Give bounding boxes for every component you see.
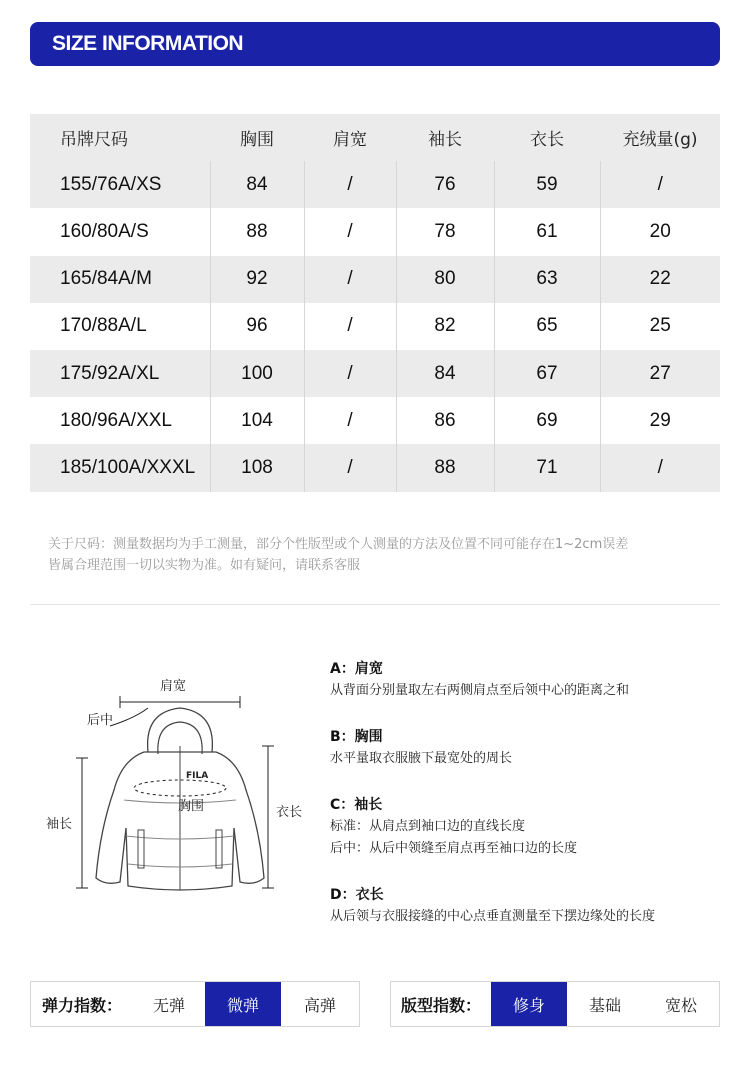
hood-outline (148, 708, 213, 752)
table-cell: 88 (396, 444, 494, 491)
table-row (30, 256, 720, 303)
table-cell: 67 (494, 350, 600, 397)
definition-text: 从后领与衣服接缝的中心点垂直测量至下摆边缘处的长度 (330, 909, 656, 924)
table-cell: / (600, 161, 720, 208)
definition-text: 从背面分别量取左右两侧肩点至后领中心的距离之和 (330, 683, 630, 698)
size-information-banner (30, 22, 720, 66)
table-cell: / (304, 208, 396, 255)
definition-sleeve (330, 794, 730, 860)
elasticity-option-none[interactable]: 无弹 (152, 995, 185, 1015)
header-down-fill: 充绒量(g) (600, 114, 720, 161)
definition-heading: B：胸围 (330, 729, 383, 745)
definition-heading: C：袖长 (330, 797, 383, 813)
size-table-header (30, 114, 720, 161)
shoulder-label: 肩宽 (160, 679, 187, 694)
sleeve-label: 袖长 (46, 817, 73, 832)
table-cell: 88 (210, 208, 304, 255)
chest-label: 胸围 (178, 799, 205, 814)
table-cell: 185/100A/XXXL (30, 444, 210, 491)
table-cell: 96 (210, 303, 304, 350)
table-cell: 155/76A/XS (30, 161, 210, 208)
fit-option-regular[interactable]: 基础 (588, 995, 621, 1015)
definition-length (330, 884, 730, 928)
table-cell: 76 (396, 161, 494, 208)
elasticity-index (30, 981, 360, 1027)
table-cell: 22 (600, 256, 720, 303)
logo-mark: FILA (186, 771, 209, 781)
definition-text: 水平量取衣服腋下最宽处的周长 (330, 751, 513, 766)
elasticity-option-high[interactable]: 高弹 (303, 995, 336, 1015)
note-line: 皆属合理范围一切以实物为准。如有疑问，请联系客服 (48, 558, 361, 573)
header-shoulder: 肩宽 (304, 114, 396, 161)
table-cell: 69 (494, 397, 600, 444)
table-row (30, 303, 720, 350)
table-cell: 165/84A/M (30, 256, 210, 303)
table-cell: 92 (210, 256, 304, 303)
table-cell: / (304, 303, 396, 350)
table-cell: 100 (210, 350, 304, 397)
elasticity-option-slight[interactable]: 微弹 (205, 982, 281, 1026)
table-row (30, 350, 720, 397)
table-cell: / (304, 397, 396, 444)
table-cell: 170/88A/L (60, 315, 147, 337)
measurement-definitions (330, 658, 730, 952)
header-sleeve: 袖长 (396, 114, 494, 161)
definition-text: 标准：从肩点到袖口边的直线长度 (330, 819, 526, 834)
table-cell: 59 (494, 161, 600, 208)
fit-label: 版型指数： (400, 995, 481, 1015)
elasticity-label: 弹力指数： (41, 995, 122, 1015)
table-cell: 175/92A/XL (30, 350, 210, 397)
note-line: 关于尺码：测量数据均为手工测量，部分个性版型或个人测量的方法及位置不同可能存在1~2cm误差 (48, 537, 629, 552)
table-cell: 78 (396, 208, 494, 255)
table-cell: 29 (600, 397, 720, 444)
table-cell: 160/80A/S (60, 220, 149, 242)
table-row (30, 208, 720, 255)
table-cell: / (304, 350, 396, 397)
header-chest: 胸围 (210, 114, 304, 161)
table-cell: 84 (210, 161, 304, 208)
table-cell: 84 (396, 350, 494, 397)
table-cell: 27 (600, 350, 720, 397)
right-pocket (216, 830, 222, 868)
table-cell: / (600, 444, 720, 491)
definition-chest (330, 726, 730, 770)
table-row (30, 161, 720, 208)
divider (30, 604, 720, 605)
fit-index (390, 981, 720, 1027)
table-cell: 61 (494, 208, 600, 255)
definition-text: 后中：从后中领缝至肩点再至袖口边的长度 (330, 841, 578, 856)
size-table (30, 114, 720, 492)
measurement-note (48, 534, 728, 576)
table-cell: / (304, 161, 396, 208)
table-cell: 108 (210, 444, 304, 491)
back-center-label: 后中 (87, 713, 114, 728)
table-cell: / (304, 444, 396, 491)
fit-option-loose[interactable]: 宽松 (664, 995, 697, 1015)
table-cell: / (304, 256, 396, 303)
table-cell: 71 (494, 444, 600, 491)
table-cell: 86 (396, 397, 494, 444)
table-cell: 82 (396, 303, 494, 350)
table-cell: 180/96A/XXL (60, 409, 172, 431)
fit-option-slim[interactable]: 修身 (491, 982, 567, 1026)
header-length: 衣长 (494, 114, 600, 161)
left-pocket (138, 830, 144, 868)
table-cell: 65 (494, 303, 600, 350)
header-tag-size: 吊牌尺码 (30, 114, 210, 161)
table-cell: 20 (600, 208, 720, 255)
table-cell: 63 (494, 256, 600, 303)
table-row (30, 397, 720, 444)
banner-title: SIZE INFORMATION (52, 32, 244, 55)
table-cell: 104 (210, 397, 304, 444)
definition-heading: A：肩宽 (330, 661, 383, 677)
table-row (30, 444, 720, 491)
table-cell: 25 (600, 303, 720, 350)
back-center-pointer (110, 708, 148, 726)
definition-shoulder (330, 658, 730, 702)
jacket-measurement-diagram (40, 660, 330, 920)
length-label: 衣长 (276, 805, 303, 820)
definition-heading: D：衣长 (330, 887, 384, 903)
table-cell: 80 (396, 256, 494, 303)
